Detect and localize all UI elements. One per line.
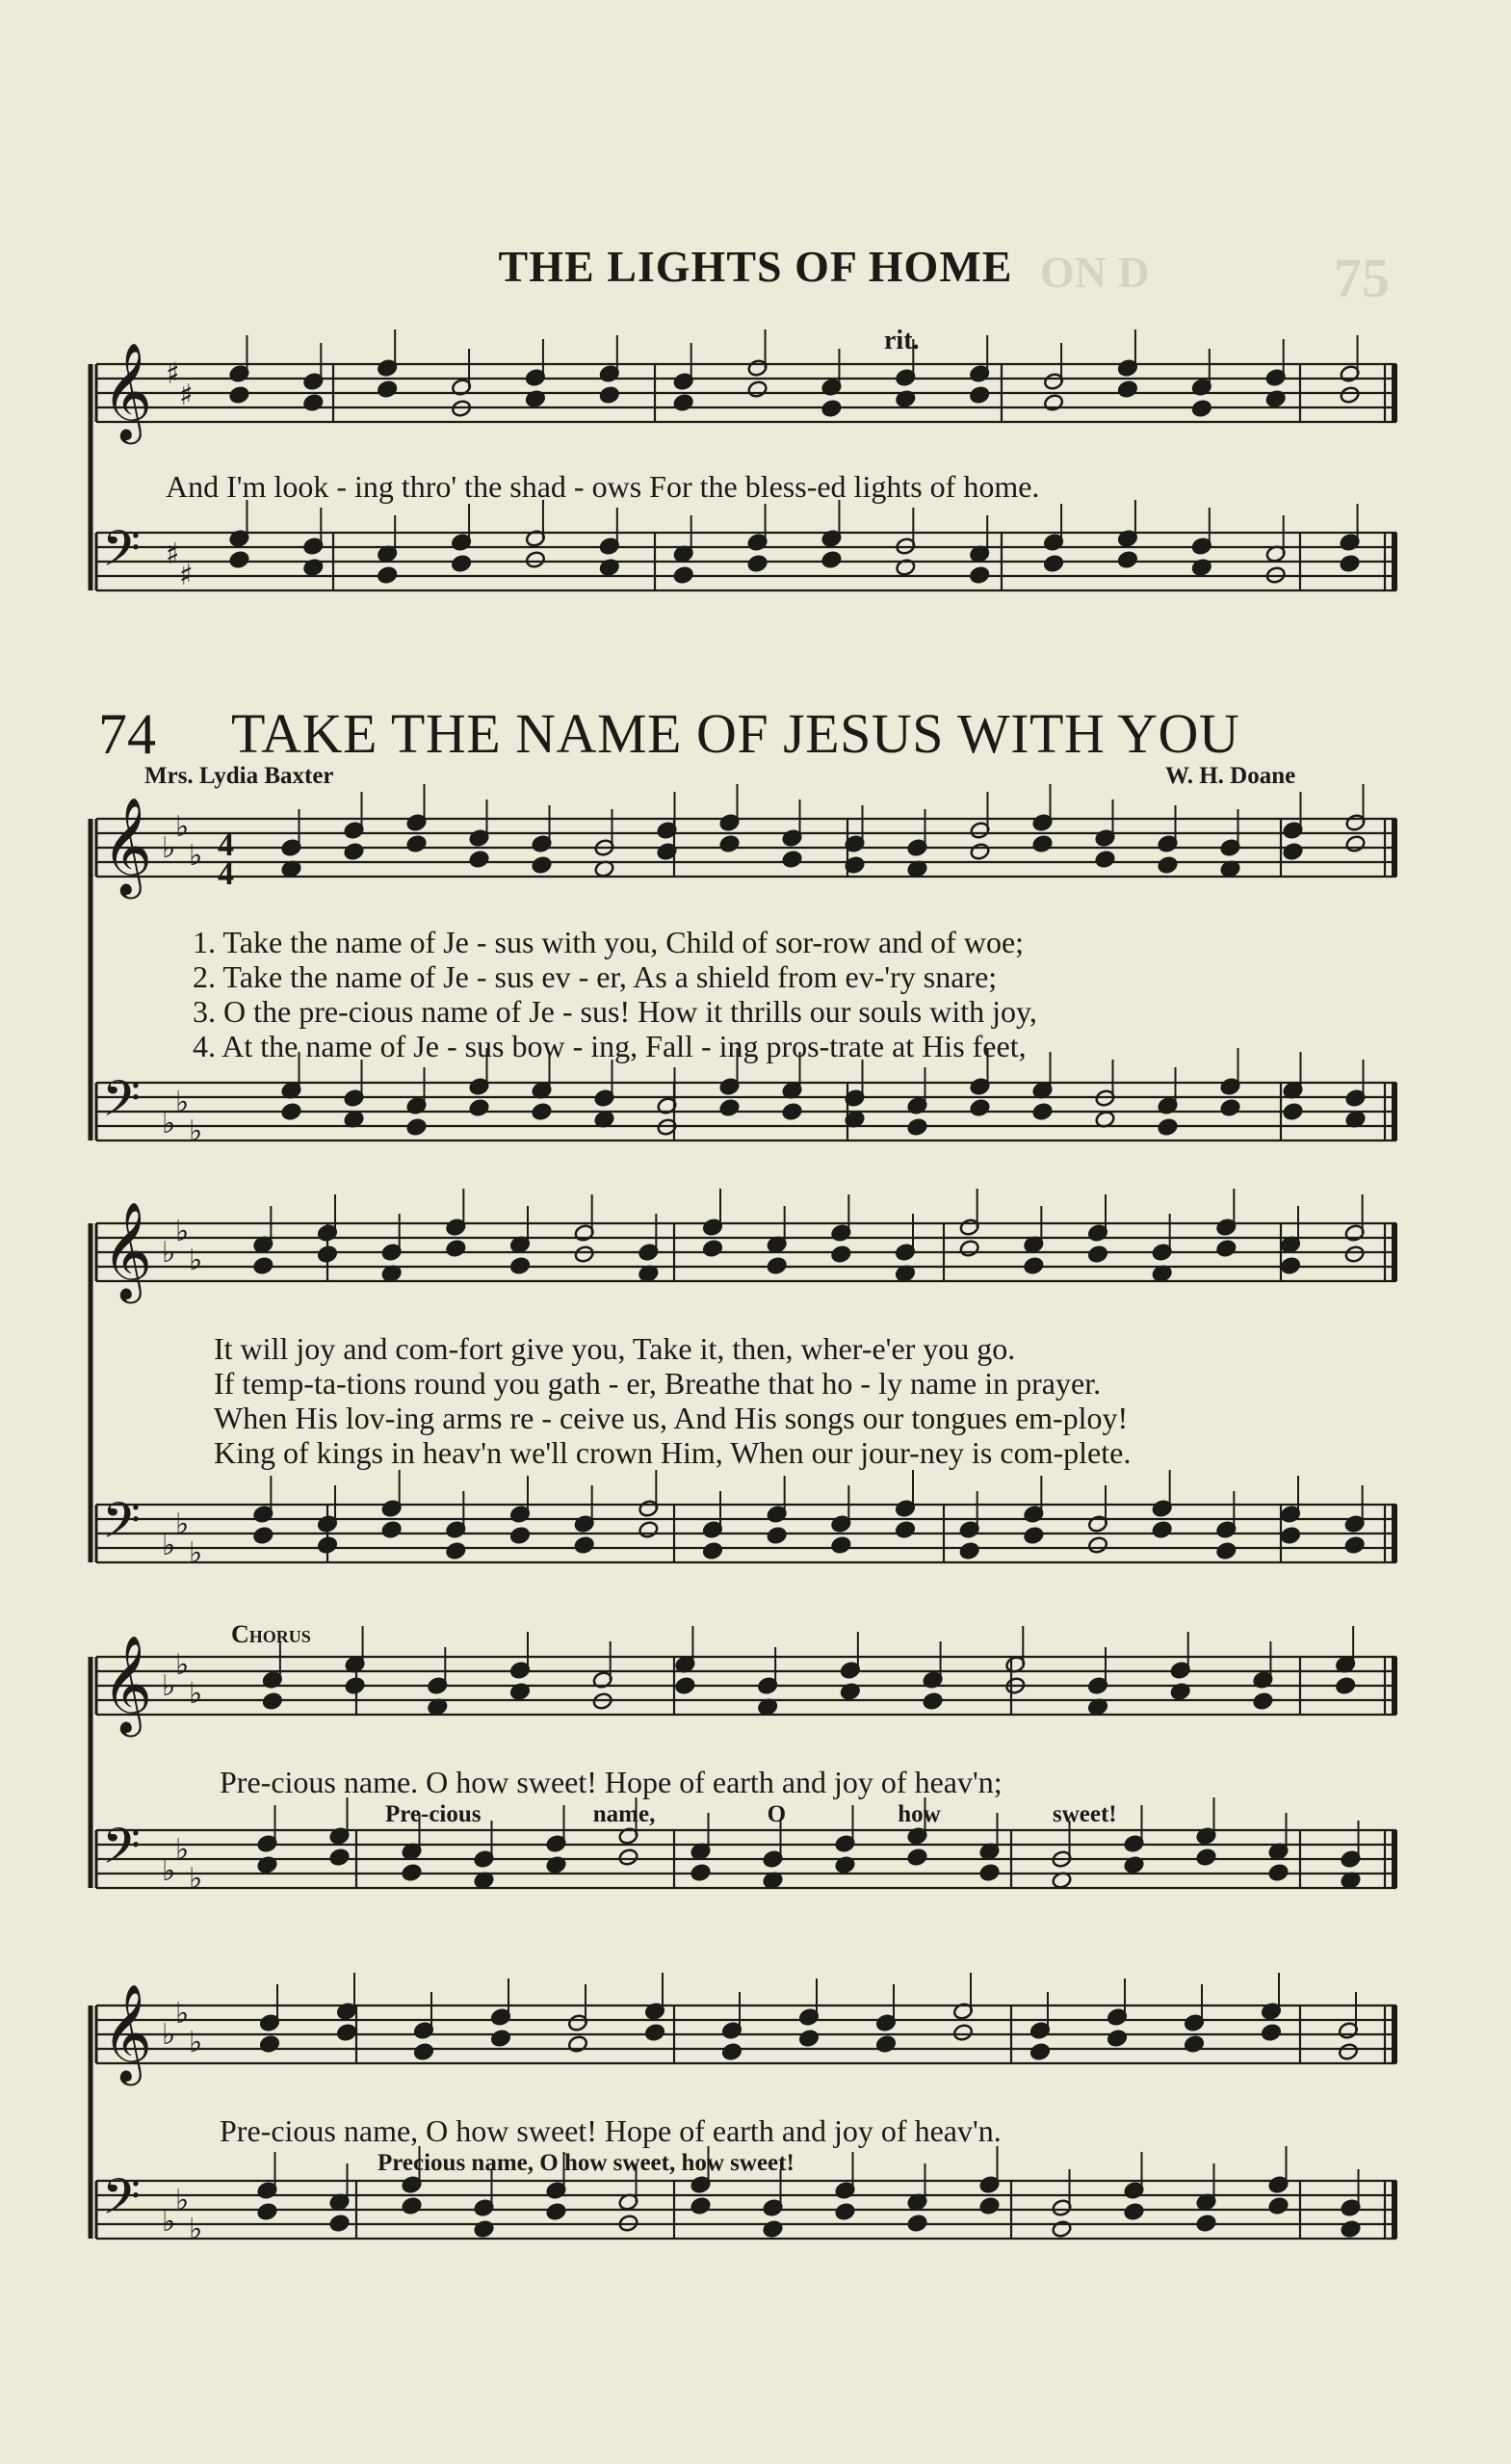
tempo-mark-rit: rit.	[884, 326, 920, 355]
note-head	[719, 834, 741, 852]
note-head	[229, 550, 250, 568]
note-head	[638, 1520, 659, 1538]
note-head	[344, 842, 365, 860]
note-head	[907, 1848, 928, 1866]
flat-icon: ♭	[175, 1507, 190, 1541]
note-head	[1087, 1535, 1108, 1554]
note-head	[406, 834, 428, 852]
note-head	[302, 393, 324, 411]
hymn-number: 74	[98, 702, 156, 766]
note-head	[1345, 834, 1367, 852]
note-head	[1268, 2196, 1290, 2215]
note-head	[1283, 1102, 1304, 1120]
bass-clef-icon: 𝄢	[102, 1069, 141, 1140]
note-head	[1340, 385, 1361, 404]
flat-icon: ♭	[189, 1536, 203, 1570]
note-head	[1124, 2202, 1145, 2220]
composer-credit: W. H. Doane	[1165, 763, 1296, 789]
note-head	[1196, 2214, 1217, 2232]
treble-clef-icon: 𝄞	[102, 341, 153, 440]
note-head	[1052, 2219, 1073, 2238]
note-head	[574, 1535, 595, 1554]
flat-icon: ♭	[189, 2026, 203, 2059]
note-head	[1280, 1256, 1301, 1274]
note-head	[767, 1256, 788, 1274]
bass-clef-icon: 𝄢	[102, 519, 141, 590]
note-head	[830, 1245, 851, 1263]
note-head	[1220, 1098, 1241, 1116]
note-head	[229, 385, 250, 404]
flat-icon: ♭	[189, 839, 203, 873]
note-head	[490, 2029, 511, 2047]
verse-1-line-2: It will joy and com-fort give you, Take it, then, wher-e'er you go.	[214, 1331, 1016, 1366]
flat-icon: ♭	[189, 1862, 203, 1896]
treble-clef-icon: 𝄞	[102, 1982, 153, 2082]
verse-3-line-1: 3. O the pre-cious name of Je - sus! How it thrills our souls with joy,	[193, 994, 1037, 1029]
note-head	[1215, 1541, 1237, 1560]
verse-2-line-2: If temp-ta-tions round you gath - er, Breathe that ho - ly name in prayer.	[214, 1366, 1102, 1401]
note-head	[875, 2034, 897, 2053]
note-head	[1340, 554, 1361, 572]
note-head	[895, 1520, 916, 1538]
note-head	[1191, 399, 1212, 417]
note-head	[970, 842, 991, 860]
previous-hymn-lyric: And I'm look - ing thro' the shad - ows For the bless-ed lights of home.	[166, 469, 1040, 504]
bass-clef-icon: 𝄢	[102, 1817, 141, 1887]
verse-4-line-2: King of kings in heav'n we'll crown Him, When our jour-ney is com-plete.	[214, 1435, 1132, 1470]
flat-icon: ♭	[162, 1854, 176, 1888]
note-head	[1158, 855, 1179, 874]
lyricist-credit: Mrs. Lydia Baxter	[144, 763, 334, 789]
note-head	[445, 1541, 466, 1560]
chorus-line-1: Pre-cious name. O how sweet! Hope of earth and joy of heav'n;	[220, 1765, 1003, 1799]
note-head	[252, 1526, 274, 1544]
note-head	[690, 2196, 712, 2215]
note-head	[618, 1848, 639, 1866]
note-head	[782, 850, 803, 868]
note-head	[644, 2023, 665, 2041]
note-head	[702, 1239, 723, 1257]
note-head	[959, 1541, 980, 1560]
hymn-title: TAKE THE NAME OF JESUS WITH YOU	[231, 702, 1240, 765]
note-head	[509, 1256, 531, 1274]
note-head	[1335, 1676, 1356, 1694]
note-head	[907, 2214, 928, 2232]
flat-icon: ♭	[189, 2213, 203, 2246]
treble-clef-icon: 𝄞	[102, 1634, 153, 1733]
flat-icon: ♭	[175, 1648, 190, 1682]
time-signature-treble: 4	[218, 827, 234, 863]
chorus-line-1-bass-echo: Pre-cious name, O how sweet!	[385, 1801, 1117, 1827]
note-head	[1117, 380, 1138, 398]
note-head	[1023, 1526, 1044, 1544]
note-head	[317, 1245, 338, 1263]
note-head	[1338, 2042, 1359, 2060]
note-head	[317, 1535, 338, 1554]
note-head	[469, 850, 490, 868]
note-head	[574, 1245, 595, 1263]
note-head	[747, 380, 769, 398]
chorus-label: Chorus	[231, 1620, 311, 1648]
note-head	[763, 2219, 784, 2238]
verse-1-line-1: 1. Take the name of Je - sus with you, Child of sor-row and of woe;	[193, 925, 1025, 959]
note-head	[257, 2202, 278, 2220]
note-head	[1341, 2219, 1362, 2238]
chorus-line-2: Pre-cious name, O how sweet! Hope of earth and joy of heav'n.	[220, 2113, 1002, 2148]
flat-icon: ♭	[162, 2205, 176, 2239]
note-head	[970, 1098, 991, 1116]
flat-icon: ♭	[189, 1244, 203, 1277]
flat-icon: ♭	[189, 1677, 203, 1711]
note-head	[719, 1098, 741, 1116]
bass-clef-icon: 𝄢	[102, 2167, 141, 2238]
note-head	[1032, 1102, 1054, 1120]
note-head	[1032, 834, 1054, 852]
note-head	[1087, 1245, 1108, 1263]
note-head	[1268, 1863, 1290, 1881]
flat-icon: ♭	[162, 1107, 176, 1140]
note-head	[259, 2034, 280, 2053]
note-head	[413, 2042, 434, 2060]
note-head	[702, 1541, 723, 1560]
treble-clef-icon: 𝄞	[102, 1200, 153, 1299]
note-head	[1261, 2023, 1282, 2041]
note-head	[532, 855, 553, 874]
flat-icon: ♭	[175, 810, 190, 844]
note-head	[673, 393, 694, 411]
note-head	[509, 1526, 531, 1544]
flat-icon: ♭	[175, 2184, 190, 2217]
note-head	[969, 565, 990, 584]
note-head	[767, 1526, 788, 1544]
note-head	[252, 1256, 274, 1274]
verse-4-line-1: 4. At the name of Je - sus bow - ing, Fall - ing pros-trate at His feet,	[193, 1029, 1027, 1063]
flat-icon: ♭	[162, 2018, 176, 2052]
note-head	[1043, 393, 1064, 411]
note-head	[532, 1102, 553, 1120]
time-signature-treble: 4	[218, 856, 234, 892]
bleed-through-title: ON D	[1040, 248, 1150, 297]
note-head	[1283, 842, 1304, 860]
note-head	[1215, 1239, 1237, 1257]
note-head	[1117, 550, 1138, 568]
treble-clef-icon: 𝄞	[102, 796, 153, 895]
note-head	[1023, 1256, 1044, 1274]
note-head	[907, 1117, 928, 1136]
sharp-icon: ♯	[166, 537, 180, 571]
bleed-through-page-number: 75	[1334, 247, 1390, 309]
note-head	[546, 2202, 567, 2220]
flat-icon: ♭	[162, 1529, 176, 1562]
note-head	[721, 2042, 742, 2060]
note-head	[1184, 2034, 1205, 2053]
note-head	[406, 1117, 428, 1136]
note-head	[1158, 1117, 1179, 1136]
previous-hymn-title: THE LIGHTS OF HOME	[498, 242, 1013, 291]
note-head	[673, 565, 694, 584]
note-head	[959, 1239, 980, 1257]
note-head	[469, 1098, 490, 1116]
flat-icon: ♭	[162, 831, 176, 865]
note-head	[329, 2214, 351, 2232]
verse-2-line-1: 2. Take the name of Je - sus ev - er, As a shield from ev-'ry snare;	[193, 959, 998, 994]
note-head	[747, 554, 769, 572]
note-head	[1344, 1535, 1366, 1554]
note-head	[1196, 1848, 1217, 1866]
note-head	[690, 1863, 712, 1881]
note-head	[830, 1535, 851, 1554]
flat-icon: ♭	[175, 1086, 190, 1119]
flat-icon: ♭	[162, 1236, 176, 1270]
note-head	[377, 380, 398, 398]
note-head	[1253, 1691, 1274, 1710]
note-head	[821, 399, 843, 417]
sharp-icon: ♯	[179, 379, 194, 412]
chorus-line-2-bass-echo: Precious name, O how sweet, how sweet!	[378, 2150, 795, 2176]
note-head	[474, 2219, 495, 2238]
flat-icon: ♭	[175, 1833, 190, 1867]
note-head	[1095, 850, 1116, 868]
note-head	[377, 565, 398, 584]
note-head	[1344, 1245, 1366, 1263]
flat-icon: ♭	[162, 1669, 176, 1703]
note-head	[835, 2202, 856, 2220]
note-head	[381, 1520, 403, 1538]
note-head	[567, 2034, 588, 2053]
note-head	[336, 2023, 357, 2041]
note-head	[281, 1102, 302, 1120]
note-head	[402, 1863, 423, 1881]
note-head	[1152, 1520, 1173, 1538]
note-head	[262, 1691, 283, 1710]
flat-icon: ♭	[175, 1215, 190, 1248]
note-head	[599, 385, 620, 404]
note-head	[782, 1102, 803, 1120]
note-head	[675, 1676, 696, 1694]
note-head	[525, 550, 546, 568]
sharp-icon: ♯	[166, 357, 180, 391]
note-head	[979, 1863, 1001, 1881]
note-head	[329, 1848, 351, 1866]
note-head	[798, 2029, 820, 2047]
sharp-icon: ♯	[179, 559, 194, 592]
note-head	[821, 550, 843, 568]
note-head	[1043, 554, 1064, 572]
note-head	[451, 554, 472, 572]
flat-icon: ♭	[175, 1997, 190, 2031]
note-head	[345, 1676, 366, 1694]
note-head	[402, 2196, 423, 2215]
note-head	[1029, 2042, 1051, 2060]
note-head	[923, 1691, 944, 1710]
verse-3-line-2: When His lov-ing arms re - ceive us, And His songs our tongues em-ploy!	[214, 1401, 1129, 1435]
flat-icon: ♭	[189, 1114, 203, 1148]
note-head	[952, 2023, 974, 2041]
note-head	[979, 2196, 1001, 2215]
bass-clef-icon: 𝄢	[102, 1491, 141, 1561]
note-head	[445, 1239, 466, 1257]
note-head	[1280, 1526, 1301, 1544]
note-head	[969, 385, 990, 404]
note-head	[1107, 2029, 1128, 2047]
